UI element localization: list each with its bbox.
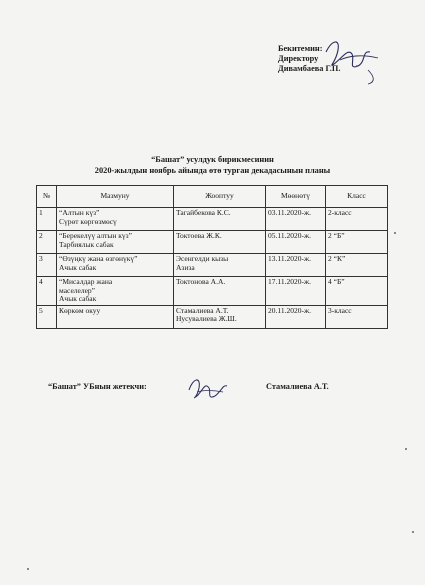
- table-row: [37, 277, 388, 306]
- plan-table: [36, 185, 388, 329]
- cell-class: 3-класс: [326, 305, 388, 328]
- cell-no: 2: [37, 231, 57, 254]
- scan-speck: [394, 232, 396, 234]
- content-line: Көркөм окуу: [59, 305, 101, 315]
- cell-responsible: [174, 305, 266, 328]
- content-line: Сүрөт көргөзмөсү: [59, 216, 117, 226]
- cell-no: 1: [37, 208, 57, 231]
- table-row: [37, 254, 388, 277]
- cell-date: 05.11.2020-ж.: [266, 231, 326, 254]
- content-line: “Өзүңкү жана өзгөнүкү”: [59, 254, 138, 263]
- cell-no: 5: [37, 305, 57, 328]
- title-line-1: “Башат” усулдук бирикмесинин: [151, 155, 274, 164]
- cell-class: 4 “Б”: [326, 277, 388, 306]
- responsible-line: Тагайбекова К.С.: [176, 208, 231, 217]
- content-line: маселелер”: [59, 285, 95, 295]
- document-title: [60, 155, 365, 176]
- cell-content: [57, 231, 174, 254]
- cell-content: [57, 208, 174, 231]
- header-content: Мазмуну: [57, 186, 174, 208]
- table-row: [37, 208, 388, 231]
- cell-content: [57, 305, 174, 328]
- responsible-line: Азиза: [176, 262, 195, 272]
- cell-responsible: [174, 208, 266, 231]
- cell-responsible: [174, 231, 266, 254]
- responsible-line: Эсенгелди кызы: [176, 254, 229, 263]
- cell-date: 20.11.2020-ж.: [266, 305, 326, 328]
- responsible-line: Токтонова А.А.: [176, 277, 226, 286]
- responsible-line: Токтоева Ж.К.: [176, 231, 222, 240]
- header-date: Мөөнөтү: [266, 186, 326, 208]
- cell-date: 13.11.2020-ж.: [266, 254, 326, 277]
- cell-date: 17.11.2020-ж.: [266, 277, 326, 306]
- cell-class: 2-класс: [326, 208, 388, 231]
- cell-no: 4: [37, 277, 57, 306]
- scan-speck: [412, 531, 414, 533]
- approval-name: Дивамбаева Г.П.: [278, 64, 341, 73]
- table-row: [37, 305, 388, 328]
- content-line: Тарбиялык сабак: [59, 239, 114, 249]
- content-line: “Берекелүү алтын күз”: [59, 231, 132, 240]
- cell-no: 3: [37, 254, 57, 277]
- director-signature: [318, 30, 388, 90]
- cell-class: 2 “К”: [326, 254, 388, 277]
- responsible-line: Стамалиева А.Т.: [176, 305, 229, 315]
- header-responsible: Жооптуу: [174, 186, 266, 208]
- content-line: Ачык сабак: [59, 262, 97, 272]
- cell-responsible: [174, 277, 266, 306]
- approval-position: Директору: [278, 54, 319, 63]
- header-class: Класс: [326, 186, 388, 208]
- scan-speck: [27, 568, 29, 570]
- cell-content: [57, 277, 174, 306]
- table-row: [37, 231, 388, 254]
- header-no: №: [37, 186, 57, 208]
- scan-speck: [405, 448, 407, 450]
- content-line: Ачык сабак: [59, 294, 97, 304]
- scan-speck: [356, 65, 358, 67]
- cell-responsible: [174, 254, 266, 277]
- footer-role: “Башат” УБнын жетекчи:: [48, 382, 147, 391]
- table-header-row: [37, 186, 388, 208]
- title-line-2: 2020-жылдын ноябрь айында өтө турган декадасынын планы: [94, 165, 331, 175]
- footer-signatory: Стамалиева А.Т.: [266, 382, 329, 391]
- leader-signature: [183, 370, 231, 406]
- content-line: “Алтын күз”: [59, 208, 100, 217]
- cell-class: 2 “Б”: [326, 231, 388, 254]
- responsible-line: Нусувалиева Ж.Ш.: [176, 314, 237, 324]
- approval-heading: Бекитемин:: [278, 44, 323, 53]
- cell-content: [57, 254, 174, 277]
- content-line: “Мисалдар жана: [59, 277, 113, 286]
- cell-date: 03.11.2020-ж.: [266, 208, 326, 231]
